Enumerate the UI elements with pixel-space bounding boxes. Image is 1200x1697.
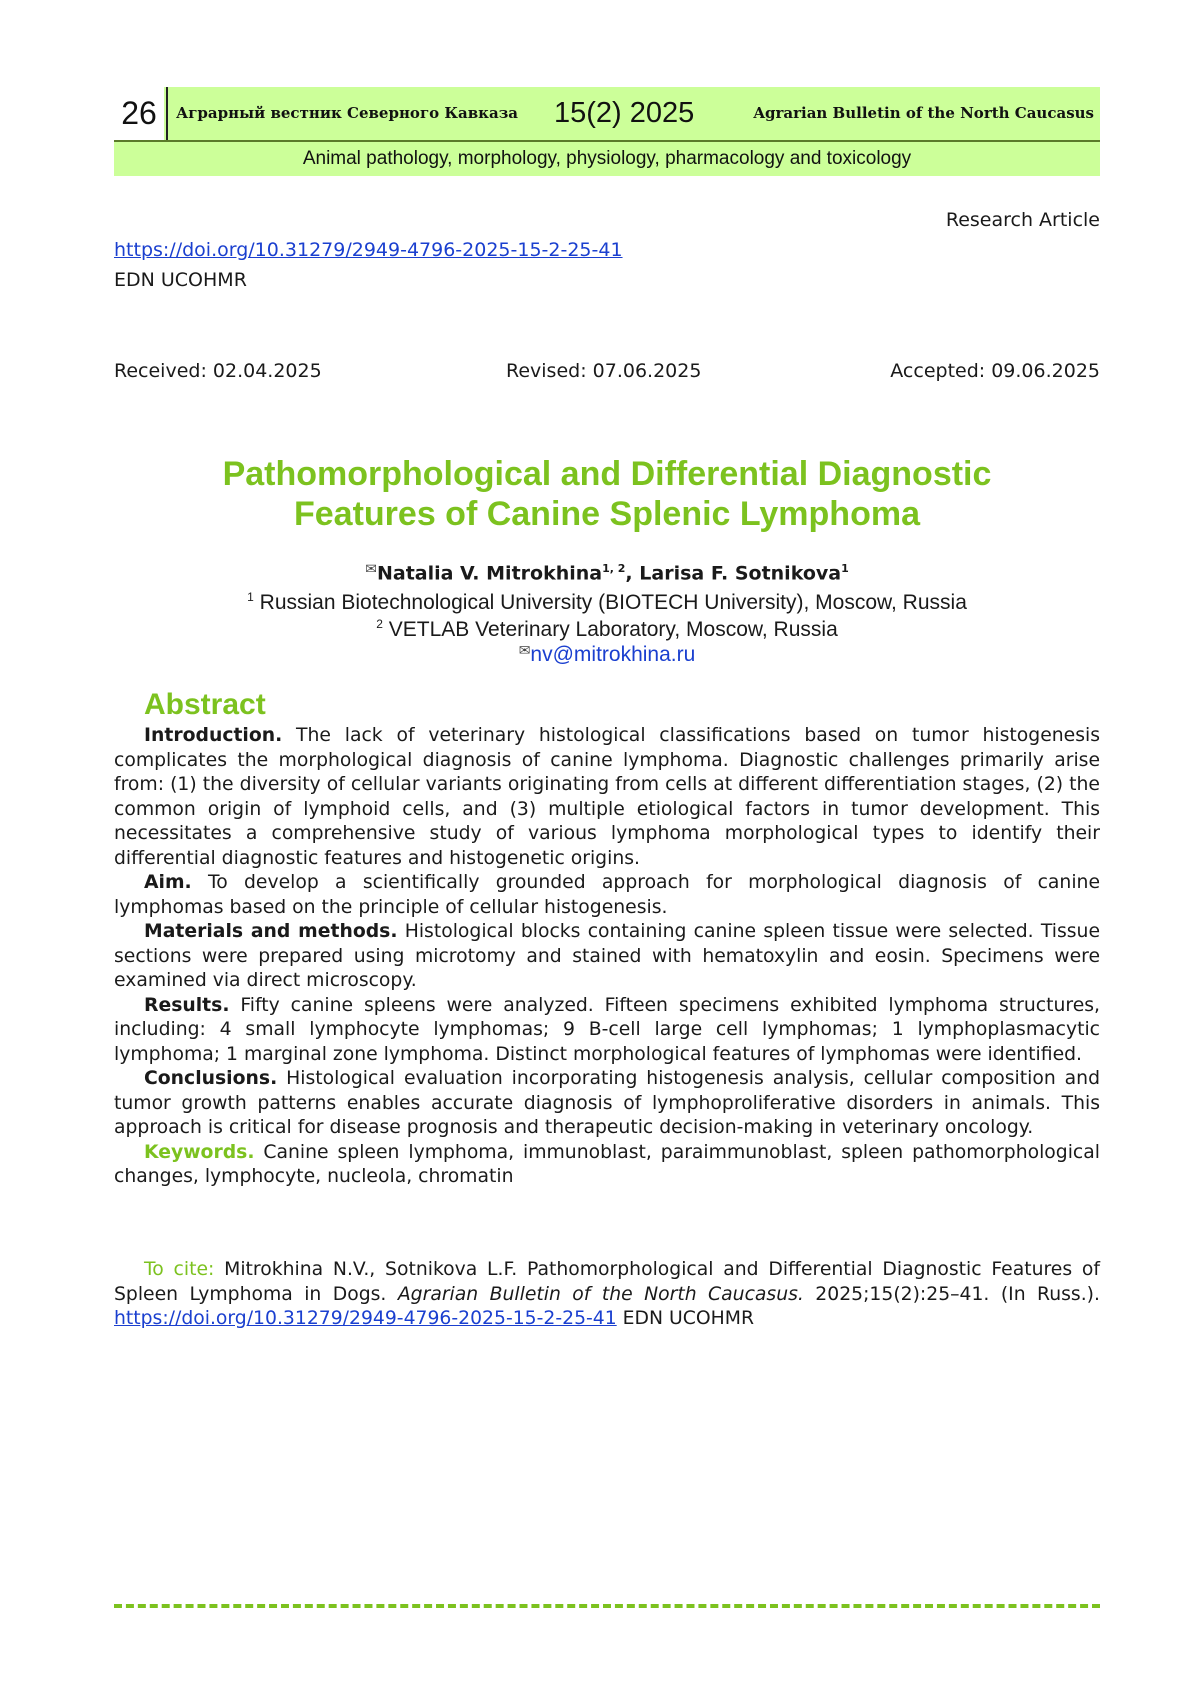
- email-link[interactable]: nv@mitrokhina.ru: [530, 643, 696, 666]
- doi-link[interactable]: https://doi.org/10.31279/2949-4796-2025-15-2-25-41: [114, 239, 623, 261]
- page-number: 26: [114, 87, 164, 140]
- results-label: Results.: [144, 994, 230, 1016]
- aim-label: Aim.: [144, 872, 192, 893]
- contact-email: [114, 637, 1100, 668]
- section-bar: Animal pathology, morphology, physiology, pharmacology and toxicology: [114, 142, 1100, 176]
- conclusions-text: Histological evaluation incorporating histogenesis analysis, cellular composition and tumor growth patterns enables accurate diagnosis of lymphoproliferative disorders in animals. This approach is critical for disease prognosis and therapeutic decision-making in veterinary oncology.: [114, 1068, 1100, 1138]
- accepted-date: Accepted: 09.06.2025: [890, 360, 1100, 382]
- abstract-conclusions: [114, 1067, 1100, 1141]
- citation-paragraph: [114, 1258, 1100, 1332]
- abstract-body: [114, 724, 1100, 1190]
- citation-journal: Agrarian Bulletin of the North Caucasus.: [397, 1283, 804, 1305]
- affiliation-1-text: Russian Biotechnological University (BIOTECH University), Moscow, Russia: [253, 591, 967, 614]
- journal-header: [114, 87, 1100, 142]
- title-line-1: Pathomorphological and Differential Diagnostic: [222, 455, 992, 493]
- author-separator: ,: [625, 562, 640, 585]
- edn-code: EDN UCOHMR: [114, 269, 247, 291]
- journal-title-en: Agrarian Bulletin of the North Caucasus: [753, 104, 1094, 122]
- issue-number: 15(2) 2025: [554, 97, 695, 129]
- abstract-keywords: [114, 1141, 1100, 1190]
- title-line-2: Features of Canine Splenic Lymphoma: [294, 495, 920, 533]
- revised-date: Revised: 07.06.2025: [506, 360, 702, 382]
- affiliation-1-number: 1: [247, 590, 254, 604]
- author-list: [114, 556, 1100, 586]
- keywords-label: Keywords.: [144, 1141, 255, 1163]
- received-date: Received: 02.04.2025: [114, 360, 322, 382]
- abstract-aim: [114, 871, 1100, 920]
- results-text: Fifty canine spleens were analyzed. Fifteen specimens exhibited lymphoma structures, including: 4 small lymphocyte lymphomas; 9 B-cell large cell lymphomas; 1 lymphoplasmacytic lymphoma; 1 marginal zone lymphoma. Distinct morphological features of lymphomas were identified.: [114, 994, 1100, 1065]
- author-2: Larisa F. Sotnikova: [639, 562, 842, 585]
- introduction-text: The lack of veterinary histological classifications based on tumor histogenesis complicates the morphological diagnosis of canine lymphoma. Diagnostic challenges primarily arise from: (1) the diversity of cellular variants originating from cells at different differentiation stages, (2) the common origin of lymphoid cells, and (3) multiple etiological factors in tumor development. This necessitates a comprehensive study of various lymphoma morphological types to identify their differential diagnostic features and histogenetic origins.: [114, 725, 1100, 869]
- methods-label: Materials and methods.: [144, 921, 398, 942]
- author-2-affil: 1: [841, 562, 849, 575]
- article-title: [114, 454, 1100, 534]
- affiliation-2-text: VETLAB Veterinary Laboratory, Moscow, Russia: [382, 618, 838, 641]
- aim-text: To develop a scientifically grounded approach for morphological diagnosis of canine lymphomas based on the principle of cellular histogenesis.: [114, 872, 1100, 918]
- article-type: Research Article: [945, 209, 1100, 231]
- dates-row: [114, 360, 1100, 386]
- introduction-label: Introduction.: [144, 725, 283, 746]
- citation-volume: 2025;15(2):25–41. (In Russ.).: [803, 1283, 1100, 1305]
- footer-dashed-rule: [114, 1604, 1100, 1608]
- abstract-methods: [114, 920, 1100, 994]
- keywords-text: Canine spleen lymphoma, immunoblast, paraimmunoblast, spleen pathomorphological changes, lymphocyte, nucleola, chromatin: [114, 1141, 1100, 1187]
- author-1: Natalia V. Mitrokhina: [376, 562, 603, 585]
- abstract-heading: Abstract: [144, 688, 266, 721]
- conclusions-label: Conclusions.: [144, 1068, 278, 1089]
- author-1-affil: 1, 2: [602, 562, 626, 575]
- envelope-icon: ✉: [518, 642, 531, 658]
- methods-text: Histological blocks containing canine spleen tissue were selected. Tissue sections were prepared using microtomy and stained with hematoxylin and eosin. Specimens were examined via direct microscopy.: [114, 921, 1100, 991]
- abstract-introduction: [114, 724, 1100, 871]
- header-divider: [166, 87, 168, 140]
- affiliation-2-number: 2: [376, 617, 383, 631]
- citation-edn: EDN UCOHMR: [616, 1308, 755, 1329]
- citation-doi-link[interactable]: https://doi.org/10.31279/2949-4796-2025-15-2-25-41: [114, 1308, 617, 1329]
- citation-block: [114, 1258, 1100, 1332]
- envelope-icon: ✉: [365, 561, 377, 578]
- abstract-results: [114, 994, 1100, 1068]
- journal-title-ru: Аграрный вестник Северного Кавказа: [176, 104, 518, 122]
- citation-label: To cite:: [144, 1259, 215, 1280]
- citation-text: Mitrokhina N.V., Sotnikova L.F. Pathomorphological and Differential Diagnostic Features of Spleen Lymphoma in Dogs.: [114, 1259, 1100, 1305]
